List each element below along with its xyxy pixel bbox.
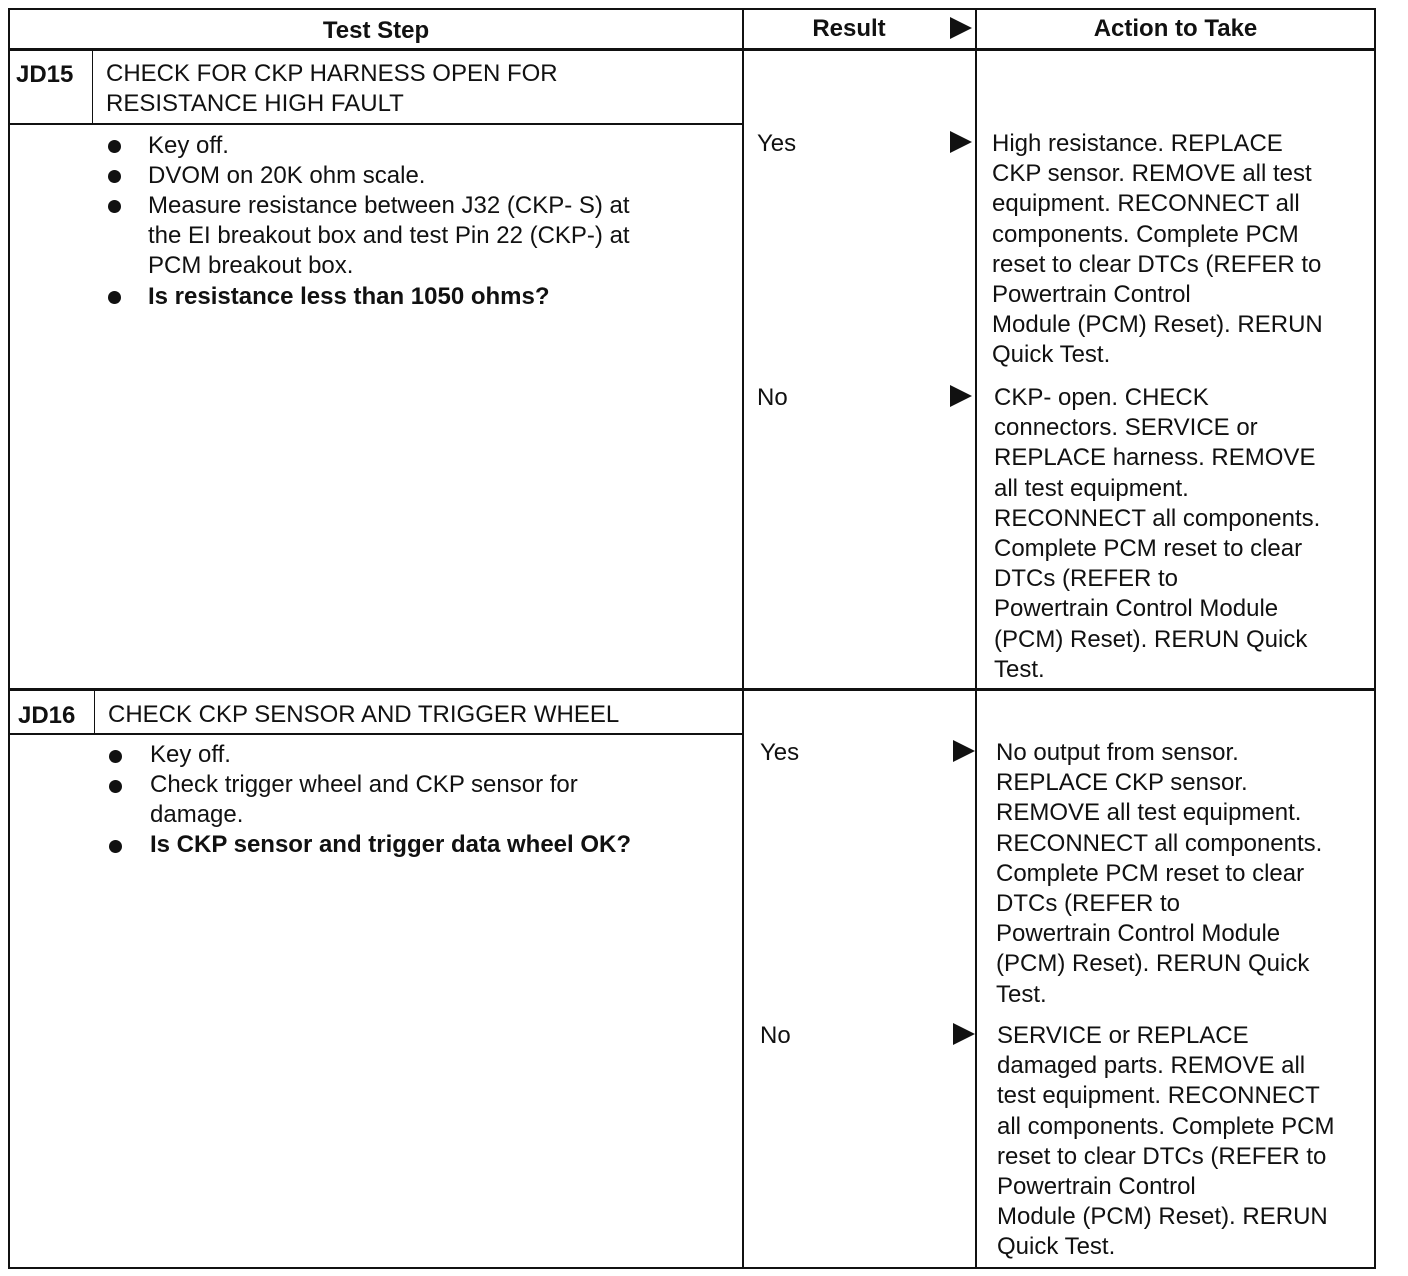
right-arrow-icon	[953, 1023, 975, 1045]
action-line: REPLACE harness. REMOVE	[994, 444, 1316, 472]
header-result: Result	[812, 15, 886, 42]
result-label-no: No	[757, 384, 788, 411]
table-border-top	[8, 8, 1375, 10]
right-arrow-icon	[950, 385, 972, 407]
action-line: (PCM) Reset). RERUN Quick	[996, 950, 1310, 978]
step-title-line: RESISTANCE HIGH FAULT	[106, 90, 404, 117]
action-line: Quick Test.	[992, 341, 1111, 369]
action-line: equipment. RECONNECT all	[992, 190, 1300, 218]
action-line: SERVICE or REPLACE	[997, 1022, 1249, 1049]
step-id: JD15	[16, 61, 74, 88]
action-line: Complete PCM reset to clear	[994, 535, 1303, 562]
result-label-yes: Yes	[757, 130, 797, 157]
action-line: reset to clear DTCs (REFER to	[992, 250, 1322, 278]
action-line: Module (PCM) Reset). RERUN	[997, 1203, 1328, 1231]
action-line: connectors. SERVICE or	[994, 414, 1258, 442]
step-question: Is resistance less than 1050 ohms?	[148, 283, 550, 310]
step-title-rule	[10, 733, 742, 735]
action-line: all components. Complete PCM	[997, 1112, 1335, 1140]
action-line: Powertrain Control Module	[994, 595, 1279, 623]
result-label-no: No	[760, 1022, 791, 1049]
table-border-right	[1374, 8, 1376, 1269]
step-id-divider	[94, 691, 95, 734]
step-title-line: CHECK CKP SENSOR AND TRIGGER WHEEL	[108, 701, 620, 728]
action-line: (PCM) Reset). RERUN Quick	[994, 625, 1308, 653]
action-line: Test.	[994, 655, 1045, 683]
header-action: Action to Take	[1093, 15, 1258, 42]
action-line: High resistance. REPLACE	[992, 130, 1283, 157]
action-line: Powertrain Control Module	[996, 920, 1281, 948]
column-divider-result	[975, 8, 977, 1269]
step-id-divider	[92, 51, 93, 124]
bullet-dot	[108, 170, 121, 183]
action-line: Complete PCM reset to clear	[996, 859, 1305, 887]
action-line: Quick Test.	[997, 1233, 1116, 1261]
step-instruction: Check trigger wheel and CKP sensor for	[150, 771, 578, 798]
action-line: Module (PCM) Reset). RERUN	[992, 311, 1323, 339]
action-line: Test.	[996, 980, 1047, 1008]
right-arrow-icon	[950, 17, 972, 39]
action-line: reset to clear DTCs (REFER to	[997, 1142, 1327, 1170]
bullet-dot	[109, 750, 122, 763]
bullet-dot	[109, 840, 122, 853]
step-instruction: Measure resistance between J32 (CKP- S) at	[148, 192, 630, 219]
action-line: DTCs (REFER to	[994, 565, 1179, 593]
step-title-rule	[10, 123, 742, 125]
column-divider-teststep	[742, 8, 744, 1269]
step-instruction: the EI breakout box and test Pin 22 (CKP-) at	[148, 222, 630, 249]
step-id: JD16	[18, 702, 76, 729]
action-line: Powertrain Control	[992, 281, 1191, 308]
action-line: No output from sensor.	[996, 739, 1239, 766]
step-instruction: PCM breakout box.	[148, 252, 354, 279]
action-line: components. Complete PCM	[992, 220, 1299, 248]
step-instruction: DVOM on 20K ohm scale.	[148, 162, 426, 189]
bullet-dot	[108, 200, 121, 213]
step-instruction: Key off.	[150, 741, 231, 768]
result-label-yes: Yes	[760, 739, 800, 766]
table-border-left	[8, 8, 10, 1269]
right-arrow-icon	[950, 131, 972, 153]
section-separator	[8, 688, 1376, 691]
table-border-bottom	[8, 1267, 1376, 1269]
bullet-dot	[108, 140, 121, 153]
step-title-line: CHECK FOR CKP HARNESS OPEN FOR	[106, 60, 558, 87]
action-line: all test equipment.	[994, 474, 1189, 502]
action-line: CKP- open. CHECK	[994, 384, 1209, 411]
step-question: Is CKP sensor and trigger data wheel OK?	[150, 831, 632, 858]
action-line: test equipment. RECONNECT	[997, 1082, 1320, 1110]
header-test-step: Test Step	[322, 17, 430, 44]
action-line: Powertrain Control	[997, 1173, 1196, 1200]
action-line: damaged parts. REMOVE all	[997, 1052, 1306, 1080]
step-instruction: damage.	[150, 801, 244, 828]
step-instruction: Key off.	[148, 132, 229, 159]
action-line: REPLACE CKP sensor.	[996, 769, 1248, 797]
bullet-dot	[108, 291, 121, 304]
action-line: REMOVE all test equipment.	[996, 799, 1302, 827]
action-line: RECONNECT all components.	[994, 504, 1321, 532]
action-line: CKP sensor. REMOVE all test	[992, 160, 1312, 188]
header-rule	[8, 48, 1376, 51]
bullet-dot	[109, 780, 122, 793]
action-line: RECONNECT all components.	[996, 829, 1323, 857]
right-arrow-icon	[953, 740, 975, 762]
action-line: DTCs (REFER to	[996, 890, 1181, 917]
